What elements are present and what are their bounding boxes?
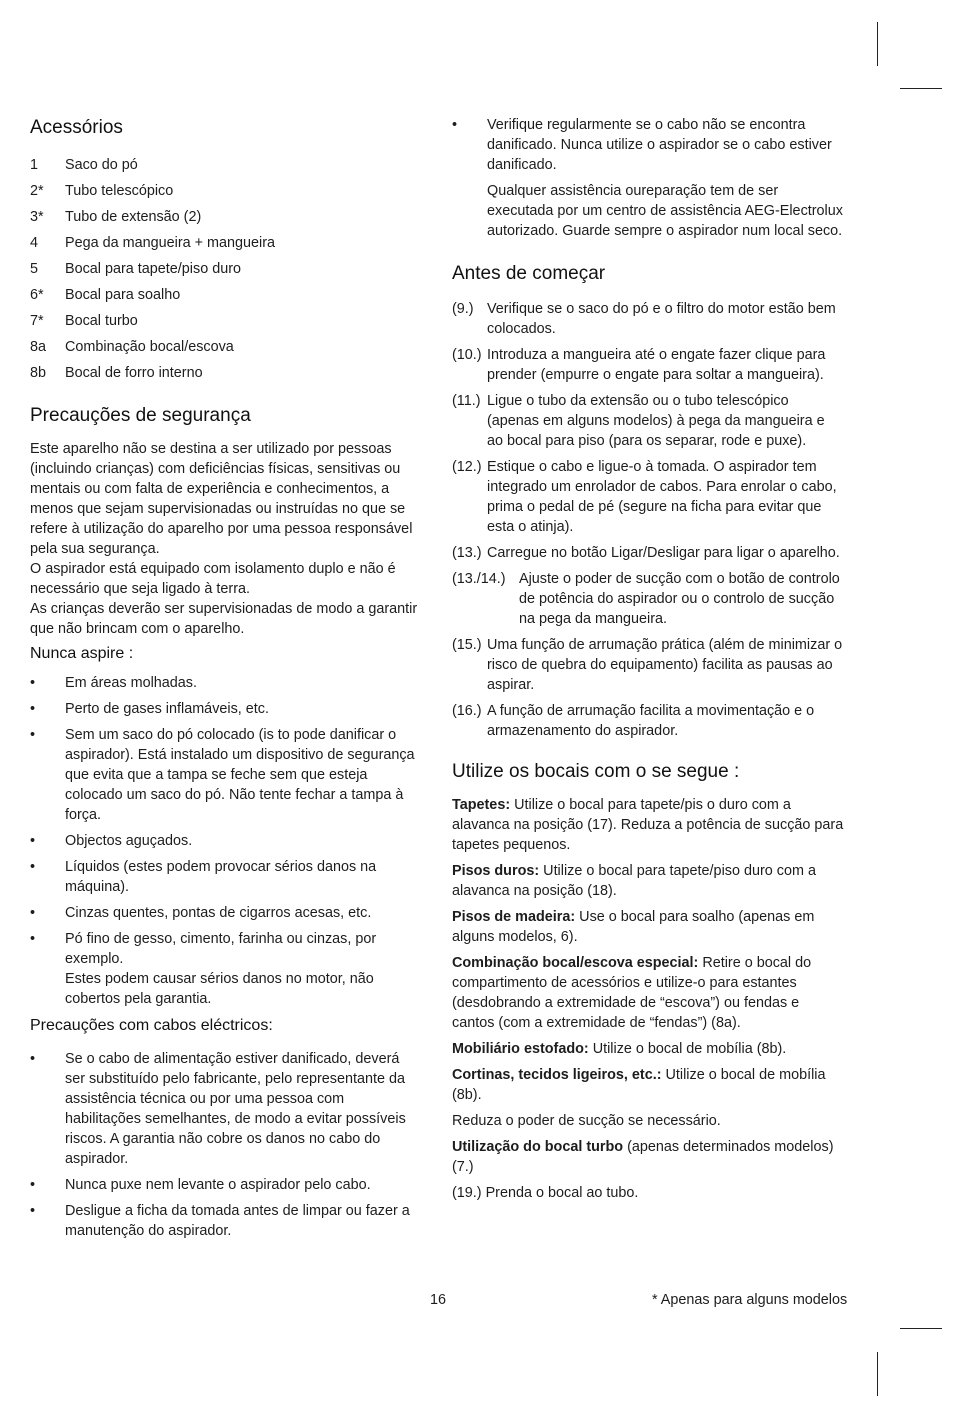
step-number: (11.) [452,393,481,409]
nozzle-text: Utilize o bocal de mobília (8b). [588,1041,787,1057]
crop-mark-top-horizontal [900,88,942,89]
list-item [30,1201,422,1241]
nozzle-paragraph [452,907,844,947]
bullet-icon: • [30,833,36,849]
nozzle-text: (apenas determinados modelos) (7.) [452,1139,834,1175]
list-item [30,903,422,923]
crop-mark-bottom-horizontal [900,1328,942,1329]
step-item [452,299,844,339]
nozzle-label: Utilização do bocal turbo [452,1139,624,1155]
item-number: 5 [30,261,39,277]
nozzle-paragraph [452,953,844,1033]
item-label: Tubo de extensão (2) [65,209,202,225]
item-number: 1 [30,157,39,173]
item-number: 6* [30,287,44,303]
safety-heading: Precauções de segurança [30,405,251,426]
step-item [452,543,844,563]
item-number: 2* [30,183,44,199]
nozzles-list [452,795,844,1203]
step-text: Estique o cabo e ligue-o à tomada. O aspirador tem integrado um enrolador de cabos. Para enrolar o cabo, prima o pedal de pé (segure na ficha para evitar que esta o atinja). [487,459,837,535]
item-label: Saco do pó [65,157,138,173]
item-number: 8b [30,365,47,381]
accessories-heading: Acessórios [30,117,123,138]
step-number: (12.) [452,459,482,475]
item-label: Bocal para tapete/piso duro [65,261,242,277]
item-label: Bocal para soalho [65,287,181,303]
nozzle-text: Utilize o bocal para tapete/pis o duro com a alavanca na posição (17). Reduza a potência de sucção para tapetes pequenos. [452,797,844,853]
nozzles-heading: Utilize os bocais com o se segue : [452,761,740,782]
step-number: (16.) [452,703,482,719]
step-item [452,345,844,385]
nozzle-label: Combinação bocal/escova especial: [452,955,699,971]
list-item [30,285,422,311]
step-text: Ajuste o poder de sucção com o botão de controlo de potência do aspirador ou o controlo de sucção na pega da mangueira. [519,571,840,627]
step-item [452,635,844,695]
nozzle-paragraph [452,795,844,855]
bullet-icon: • [30,727,36,743]
item-text: Pó fino de gesso, cimento, farinha ou cinzas, por exemplo. Estes podem causar sérios danos no motor, não cobertos pela garantia. [65,931,377,1007]
nozzle-text: Use o bocal para soalho (apenas em alguns modelos, 6). [452,909,815,945]
item-label: Tubo telescópico [65,183,174,199]
safety-paragraph: As crianças deverão ser supervisionadas de modo a garantir que não brincam com o aparelho. [30,601,418,637]
list-item [30,1049,422,1169]
list-item [30,311,422,337]
cable-check-list [452,115,844,175]
nozzle-text: Utilize o bocal de mobília (8b). [452,1067,826,1103]
never-vacuum-heading: Nunca aspire : [30,645,134,662]
footnote: * Apenas para alguns modelos [652,1292,848,1308]
item-text: Cinzas quentes, pontas de cigarros acesas, etc. [65,905,372,921]
item-number: 3* [30,209,44,225]
item-text: Nunca puxe nem levante o aspirador pelo cabo. [65,1177,371,1193]
nozzle-paragraph [452,1039,844,1059]
item-text: Líquidos (estes podem provocar sérios danos na máquina). [65,859,377,895]
page-number: 16 [430,1292,447,1308]
item-number: 4 [30,235,39,251]
nozzle-paragraph [452,861,844,901]
list-item [30,363,422,389]
list-item [30,673,422,693]
step-item [452,391,844,451]
bullet-icon: • [30,675,36,691]
item-label: Bocal turbo [65,313,138,329]
item-label: Pega da mangueira + mangueira [65,235,276,251]
bullet-icon: • [30,1203,36,1219]
item-number: 8a [30,339,47,355]
step-text: A função de arrumação facilita a movimentação e o armazenamento do aspirador. [487,703,815,739]
safety-paragraph: O aspirador está equipado com isolamento duplo e não é necessário que seja ligado à terra. [30,561,396,597]
list-item [30,259,422,285]
nozzle-label: Mobiliário estofado: [452,1041,589,1057]
safety-paragraph: Este aparelho não se destina a ser utilizado por pessoas (incluindo crianças) com deficiências físicas, sensitivas ou mentais ou com falta de experiência e conhecimentos, a menos que sejam supervisionadas ou instruídas no que se refere à utilização do aparelho por uma pessoa responsável pela sua segurança. [30,441,413,557]
before-start-heading: Antes de começar [452,263,606,284]
item-text: Sem um saco do pó colocado (is to pode danificar o aspirador). Está instalado um dispositivo de segurança que evita que a tampa se feche sem que esteja colocado um saco do pó. Não tente fechar a tampa à força. [65,727,415,823]
cable-precautions-heading: Precauções com cabos eléctricos: [30,1017,273,1034]
item-number: 7* [30,313,44,329]
step-text: Verifique se o saco do pó e o filtro do motor estão bem colocados. [487,301,836,337]
list-item [30,831,422,851]
list-item [30,181,422,207]
list-item [30,699,422,719]
list-item [30,207,422,233]
nozzle-paragraph [452,1137,844,1177]
nozzle-label: Pisos de madeira: [452,909,576,925]
nozzle-label: Tapetes: [452,797,511,813]
step-item [452,701,844,741]
item-text: Desligue a ficha da tomada antes de limpar ou fazer a manutenção do aspirador. [65,1203,410,1239]
step-text: Introduza a mangueira até o engate fazer clique para prender (empurre o engate para soltar a mangueira). [487,347,826,383]
step-item [452,457,844,537]
item-text: Perto de gases inflamáveis, etc. [65,701,269,717]
step-item [452,569,844,629]
crop-mark-bottom-vertical [877,1352,878,1396]
bullet-icon: • [30,1177,36,1193]
nozzle-label: Pisos duros: [452,863,540,879]
cable-precautions-list [30,1049,422,1241]
bullet-icon: • [30,701,36,717]
bullet-icon: • [30,1051,36,1067]
nozzle-text: (19.) Prenda o bocal ao tubo. [452,1185,639,1201]
nozzle-label: Cortinas, tecidos ligeiros, etc.: [452,1067,662,1083]
list-item [30,155,422,181]
nozzle-paragraph [452,1111,844,1131]
crop-mark-top-vertical [877,22,878,66]
list-item [30,1175,422,1195]
step-text: Ligue o tubo da extensão ou o tubo telescópico (apenas em alguns modelos) à pega da mangueira e ao bocal para piso (para os separar, rode e puxe). [487,393,825,449]
list-item [30,725,422,825]
accessories-list [30,155,422,389]
nozzle-paragraph [452,1065,844,1105]
list-item [30,337,422,363]
safety-text [30,439,422,639]
item-label: Combinação bocal/escova [65,339,234,355]
left-column [30,115,422,1247]
nozzle-text: Retire o bocal do compartimento de acessórios e utilize-o para estantes (desdobrando a extremidade de “escova”) ou fendas e cantos (com a extremidade de “fendas”) (8a). [452,955,812,1031]
item-label: Bocal de forro interno [65,365,203,381]
item-text: Verifique regularmente se o cabo não se encontra danificado. Nunca utilize o aspirador se o cabo estiver danificado. [487,117,832,173]
list-item [30,929,422,1009]
before-start-steps [452,299,844,741]
list-item [30,233,422,259]
list-item [30,857,422,897]
step-number: (13.) [452,545,482,561]
step-number: (9.) [452,301,474,317]
step-number: (10.) [452,347,482,363]
nozzle-text: Reduza o poder de sucção se necessário. [452,1113,721,1129]
never-vacuum-list [30,673,422,1009]
item-text: Se o cabo de alimentação estiver danificado, deverá ser substituído pelo fabricante, pelo representante da assistência técnica ou por uma pessoa com habilitações semelhantes, de modo a evitar possíveis riscos. A garantia não cobre os danos no cabo do aspirador. [65,1051,406,1167]
step-number: (13./14.) [452,571,506,587]
service-note: Qualquer assistência oureparação tem de ser executada por um centro de assistência AEG-Electrolux autorizado. Guarde sempre o aspirador num local seco. [487,183,843,239]
bullet-icon: • [30,905,36,921]
step-number: (15.) [452,637,482,653]
bullet-icon: • [30,931,36,947]
bullet-icon: • [30,859,36,875]
step-text: Uma função de arrumação prática (além de minimizar o risco de quebra do equipamento) facilita as pausas ao aspirar. [487,637,843,693]
nozzle-text: Utilize o bocal para tapete/piso duro com a alavanca na posição (18). [452,863,816,899]
list-item [452,115,844,175]
bullet-icon: • [452,117,458,133]
item-text: Objectos aguçados. [65,833,193,849]
item-text: Em áreas molhadas. [65,675,197,691]
step-text: Carregue no botão Ligar/Desligar para ligar o aparelho. [487,545,840,561]
right-column [452,115,844,1209]
nozzle-paragraph [452,1183,844,1203]
